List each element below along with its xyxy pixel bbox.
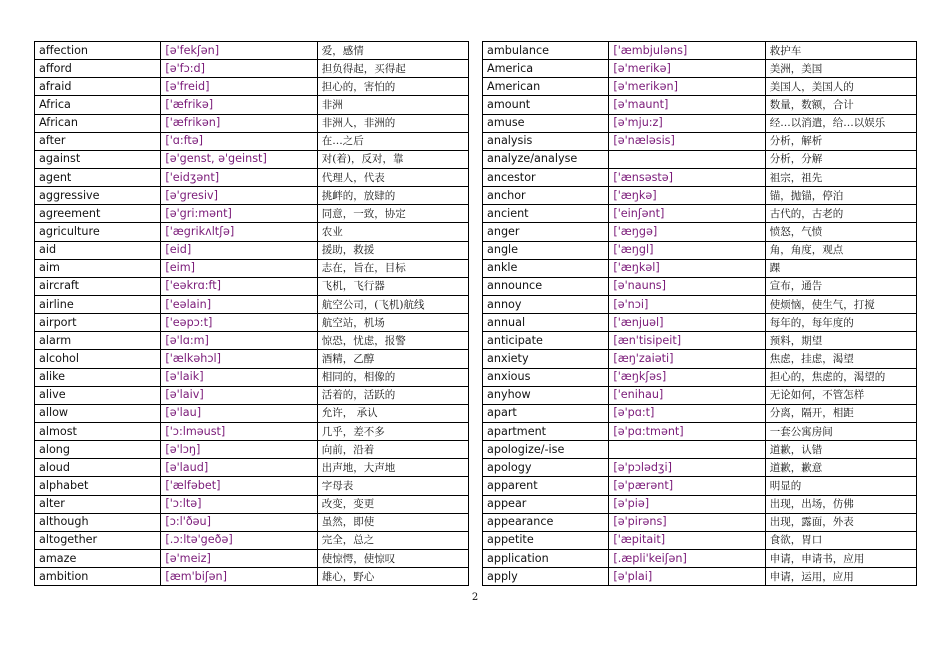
chinese-meaning: 分离，隔开，相距 xyxy=(765,404,916,422)
vocab-word: appetite xyxy=(483,531,609,549)
phonetic-transcription: [ə'pɔlədʒi] xyxy=(609,459,765,477)
vocab-word: ankle xyxy=(483,259,609,277)
chinese-meaning: 对(着)，反对，靠 xyxy=(317,150,468,168)
chinese-meaning: 出声地，大声地 xyxy=(317,459,468,477)
vocab-word: annual xyxy=(483,314,609,332)
vocab-word: anyhow xyxy=(483,386,609,404)
vocab-word: apart xyxy=(483,404,609,422)
vocab-word: anchor xyxy=(483,187,609,205)
phonetic-transcription: [ə'laud] xyxy=(161,459,317,477)
phonetic-transcription: [æŋ'zaiəti] xyxy=(609,350,765,368)
vocab-word: alive xyxy=(35,386,161,404)
table-row xyxy=(35,241,469,259)
chinese-meaning: 字母表 xyxy=(317,477,468,495)
vocab-word: amaze xyxy=(35,549,161,567)
chinese-meaning: 代理人，代表 xyxy=(317,168,468,186)
table-row xyxy=(483,241,917,259)
vocab-word: American xyxy=(483,78,609,96)
phonetic-transcription: ['ɑ:ftə] xyxy=(161,132,317,150)
vocab-word: alarm xyxy=(35,332,161,350)
vocab-word: ambulance xyxy=(483,42,609,60)
phonetic-transcription: ['ænjuəl] xyxy=(609,314,765,332)
chinese-meaning: 挑衅的，放肆的 xyxy=(317,187,468,205)
chinese-meaning: 飞机，飞行器 xyxy=(317,277,468,295)
vocab-word: amount xyxy=(483,96,609,114)
table-row xyxy=(483,42,917,60)
phonetic-transcription: [eid] xyxy=(161,241,317,259)
chinese-meaning: 宣布，通告 xyxy=(765,277,916,295)
table-row xyxy=(35,60,469,78)
chinese-meaning: 担心的，害怕的 xyxy=(317,78,468,96)
table-row xyxy=(35,168,469,186)
chinese-meaning: 同意，一致，协定 xyxy=(317,205,468,223)
vocab-word: African xyxy=(35,114,161,132)
table-row xyxy=(483,78,917,96)
phonetic-transcription: ['eidʒənt] xyxy=(161,168,317,186)
chinese-meaning: 志在，旨在，目标 xyxy=(317,259,468,277)
vocab-word: appear xyxy=(483,495,609,513)
vocab-word: alter xyxy=(35,495,161,513)
chinese-meaning: 完全，总之 xyxy=(317,531,468,549)
table-row xyxy=(483,150,917,168)
table-row xyxy=(35,459,469,477)
chinese-meaning: 向前，沿着 xyxy=(317,441,468,459)
table-row xyxy=(483,96,917,114)
table-row xyxy=(35,404,469,422)
phonetic-transcription: [.æpli'keiʃən] xyxy=(609,549,765,567)
table-row xyxy=(483,513,917,531)
chinese-meaning: 数量，数额，合计 xyxy=(765,96,916,114)
phonetic-transcription: ['ænsəstə] xyxy=(609,168,765,186)
table-row xyxy=(483,205,917,223)
phonetic-transcription: ['æŋgə] xyxy=(609,223,765,241)
phonetic-transcription: ['æfrikən] xyxy=(161,114,317,132)
vocab-word: analysis xyxy=(483,132,609,150)
vocab-word: almost xyxy=(35,422,161,440)
phonetic-transcription: [ə'merikə] xyxy=(609,60,765,78)
phonetic-transcription: ['ælfəbet] xyxy=(161,477,317,495)
table-row xyxy=(35,495,469,513)
phonetic-transcription: [ə'piə] xyxy=(609,495,765,513)
chinese-meaning: 无论如何，不管怎样 xyxy=(765,386,916,404)
vocab-word: aircraft xyxy=(35,277,161,295)
table-row xyxy=(483,168,917,186)
phonetic-transcription: ['æŋgl] xyxy=(609,241,765,259)
phonetic-transcription: ['eəlain] xyxy=(161,295,317,313)
chinese-meaning: 分析，分解 xyxy=(765,150,916,168)
phonetic-transcription: ['einʃənt] xyxy=(609,205,765,223)
vocab-word: airport xyxy=(35,314,161,332)
chinese-meaning: 美洲，美国 xyxy=(765,60,916,78)
table-row xyxy=(35,96,469,114)
phonetic-transcription: ['æŋkəl] xyxy=(609,259,765,277)
table-row xyxy=(35,531,469,549)
chinese-meaning: 改变，变更 xyxy=(317,495,468,513)
chinese-meaning: 经…以消遣，给…以娱乐 xyxy=(765,114,916,132)
chinese-meaning: 出现，露面，外表 xyxy=(765,513,916,531)
table-row xyxy=(483,422,917,440)
chinese-meaning: 几乎，差不多 xyxy=(317,422,468,440)
table-row xyxy=(35,295,469,313)
chinese-meaning: 古代的，古老的 xyxy=(765,205,916,223)
table-row xyxy=(35,205,469,223)
phonetic-transcription: ['æŋkə] xyxy=(609,187,765,205)
vocab-word: altogether xyxy=(35,531,161,549)
vocab-word: alike xyxy=(35,368,161,386)
phonetic-transcription: ['ælkəhɔl] xyxy=(161,350,317,368)
chinese-meaning: 申请，运用，应用 xyxy=(765,568,916,586)
table-row xyxy=(35,568,469,586)
table-row xyxy=(35,150,469,168)
chinese-meaning: 申请，申请书，应用 xyxy=(765,549,916,567)
table-row xyxy=(483,132,917,150)
chinese-meaning: 每年的，每年度的 xyxy=(765,314,916,332)
chinese-meaning: 锚，抛锚，停泊 xyxy=(765,187,916,205)
phonetic-transcription: [ə'merikən] xyxy=(609,78,765,96)
chinese-meaning: 相同的，相像的 xyxy=(317,368,468,386)
phonetic-transcription: [ə'fɔ:d] xyxy=(161,60,317,78)
chinese-meaning: 援助，救援 xyxy=(317,241,468,259)
table-row xyxy=(483,277,917,295)
phonetic-transcription: [ə'pirəns] xyxy=(609,513,765,531)
vocab-word: after xyxy=(35,132,161,150)
phonetic-transcription: [ə'lɔŋ] xyxy=(161,441,317,459)
chinese-meaning: 担心的，焦虑的，渴望的 xyxy=(765,368,916,386)
vocab-word: aid xyxy=(35,241,161,259)
vocab-word: ambition xyxy=(35,568,161,586)
vocab-word: allow xyxy=(35,404,161,422)
table-row xyxy=(483,459,917,477)
phonetic-transcription: [ɔ:l'ðəu] xyxy=(161,513,317,531)
vocab-word: aim xyxy=(35,259,161,277)
vocab-word: although xyxy=(35,513,161,531)
table-row xyxy=(35,259,469,277)
phonetic-transcription: [ə'maunt] xyxy=(609,96,765,114)
phonetic-transcription: ['ɔ:ltə] xyxy=(161,495,317,513)
vocab-word: agreement xyxy=(35,205,161,223)
vocab-word: against xyxy=(35,150,161,168)
chinese-meaning: 出现，出场，仿佛 xyxy=(765,495,916,513)
chinese-meaning: 祖宗，祖先 xyxy=(765,168,916,186)
phonetic-transcription: [ə'genst, ə'geinst] xyxy=(161,150,317,168)
chinese-meaning: 美国人，美国人的 xyxy=(765,78,916,96)
chinese-meaning: 使烦恼，使生气，打搅 xyxy=(765,295,916,313)
table-row xyxy=(35,114,469,132)
phonetic-transcription: [ə'gresiv] xyxy=(161,187,317,205)
chinese-meaning: 惊恐，忧虑，报警 xyxy=(317,332,468,350)
phonetic-transcription: [ə'gri:mənt] xyxy=(161,205,317,223)
table-row xyxy=(35,513,469,531)
table-row xyxy=(483,477,917,495)
chinese-meaning: 明显的 xyxy=(765,477,916,495)
phonetic-transcription: [.ɔ:ltə'geðə] xyxy=(161,531,317,549)
phonetic-transcription: [ə'laiv] xyxy=(161,386,317,404)
chinese-meaning: 允许， 承认 xyxy=(317,404,468,422)
vocab-word: apologize/-ise xyxy=(483,441,609,459)
phonetic-transcription: ['æŋkʃəs] xyxy=(609,368,765,386)
vocab-word: annoy xyxy=(483,295,609,313)
phonetic-transcription: [ə'pɑ:t] xyxy=(609,404,765,422)
chinese-meaning: 航空站，机场 xyxy=(317,314,468,332)
chinese-meaning: 爱，感情 xyxy=(317,42,468,60)
table-row xyxy=(483,441,917,459)
vocab-word: amuse xyxy=(483,114,609,132)
table-row xyxy=(483,314,917,332)
phonetic-transcription: [ə'nauns] xyxy=(609,277,765,295)
phonetic-transcription: ['ægrikʌltʃə] xyxy=(161,223,317,241)
table-row xyxy=(35,477,469,495)
vocab-word: afraid xyxy=(35,78,161,96)
vocab-word: angle xyxy=(483,241,609,259)
table-row xyxy=(483,568,917,586)
chinese-meaning: 食欲，胃口 xyxy=(765,531,916,549)
chinese-meaning: 焦虑，挂虑，渴望 xyxy=(765,350,916,368)
table-row xyxy=(35,277,469,295)
phonetic-transcription xyxy=(609,150,765,168)
phonetic-transcription: [ə'meiz] xyxy=(161,549,317,567)
phonetic-transcription: [ə'freid] xyxy=(161,78,317,96)
vocab-word: aloud xyxy=(35,459,161,477)
table-row xyxy=(483,60,917,78)
table-row xyxy=(35,223,469,241)
vocab-word: apartment xyxy=(483,422,609,440)
chinese-meaning: 使惊愕，使惊叹 xyxy=(317,549,468,567)
chinese-meaning: 虽然，即使 xyxy=(317,513,468,531)
chinese-meaning: 道歉，歉意 xyxy=(765,459,916,477)
vocab-table-left xyxy=(34,41,469,586)
page-number: 2 xyxy=(471,592,479,603)
vocab-word: ancestor xyxy=(483,168,609,186)
vocab-word: along xyxy=(35,441,161,459)
vocab-word: aggressive xyxy=(35,187,161,205)
vocab-word: announce xyxy=(483,277,609,295)
chinese-meaning: 道歉，认错 xyxy=(765,441,916,459)
table-row xyxy=(483,386,917,404)
chinese-meaning: 愤怒，气愤 xyxy=(765,223,916,241)
vocab-word: anxious xyxy=(483,368,609,386)
table-row xyxy=(35,78,469,96)
phonetic-transcription: ['æmbjuləns] xyxy=(609,42,765,60)
table-row xyxy=(35,132,469,150)
table-row xyxy=(35,422,469,440)
phonetic-transcription: [ə'laik] xyxy=(161,368,317,386)
chinese-meaning: 踝 xyxy=(765,259,916,277)
vocab-word: apply xyxy=(483,568,609,586)
table-row xyxy=(483,549,917,567)
chinese-meaning: 酒精，乙醇 xyxy=(317,350,468,368)
phonetic-transcription: [ə'nɔi] xyxy=(609,295,765,313)
phonetic-transcription: ['eəpɔ:t] xyxy=(161,314,317,332)
phonetic-transcription: [æm'biʃən] xyxy=(161,568,317,586)
table-row xyxy=(483,259,917,277)
table-row xyxy=(35,42,469,60)
chinese-meaning: 预料，期望 xyxy=(765,332,916,350)
chinese-meaning: 一套公寓房间 xyxy=(765,422,916,440)
phonetic-transcription: ['æfrikə] xyxy=(161,96,317,114)
table-row xyxy=(35,441,469,459)
vocab-word: application xyxy=(483,549,609,567)
phonetic-transcription: ['æpitait] xyxy=(609,531,765,549)
vocab-word: apparent xyxy=(483,477,609,495)
table-row xyxy=(483,404,917,422)
table-row xyxy=(483,495,917,513)
chinese-meaning: 分析，解析 xyxy=(765,132,916,150)
table-row xyxy=(35,549,469,567)
table-row xyxy=(483,187,917,205)
vocab-word: agent xyxy=(35,168,161,186)
vocab-word: alphabet xyxy=(35,477,161,495)
chinese-meaning: 担负得起，买得起 xyxy=(317,60,468,78)
table-row xyxy=(483,114,917,132)
table-row xyxy=(35,386,469,404)
phonetic-transcription: [eim] xyxy=(161,259,317,277)
vocab-word: anger xyxy=(483,223,609,241)
vocab-word: anticipate xyxy=(483,332,609,350)
vocab-word: apology xyxy=(483,459,609,477)
vocab-table-right xyxy=(482,41,917,586)
chinese-meaning: 在…之后 xyxy=(317,132,468,150)
chinese-meaning: 非洲人，非洲的 xyxy=(317,114,468,132)
vocab-word: anxiety xyxy=(483,350,609,368)
phonetic-transcription: [ə'pærənt] xyxy=(609,477,765,495)
phonetic-transcription: ['enihau] xyxy=(609,386,765,404)
table-row xyxy=(35,368,469,386)
vocab-word: airline xyxy=(35,295,161,313)
table-row xyxy=(35,350,469,368)
phonetic-transcription: ['eəkrɑ:ft] xyxy=(161,277,317,295)
chinese-meaning: 救护车 xyxy=(765,42,916,60)
vocab-word: Africa xyxy=(35,96,161,114)
phonetic-transcription: [ə'plai] xyxy=(609,568,765,586)
vocab-word: ancient xyxy=(483,205,609,223)
table-row xyxy=(483,531,917,549)
table-row xyxy=(483,368,917,386)
vocab-word: agriculture xyxy=(35,223,161,241)
chinese-meaning: 航空公司，(飞机)航线 xyxy=(317,295,468,313)
phonetic-transcription: [ə'fekʃən] xyxy=(161,42,317,60)
vocab-word: alcohol xyxy=(35,350,161,368)
phonetic-transcription: [ə'mju:z] xyxy=(609,114,765,132)
table-row xyxy=(483,332,917,350)
phonetic-transcription xyxy=(609,441,765,459)
chinese-meaning: 角，角度，观点 xyxy=(765,241,916,259)
vocab-word: appearance xyxy=(483,513,609,531)
phonetic-transcription: [ə'lɑ:m] xyxy=(161,332,317,350)
chinese-meaning: 非洲 xyxy=(317,96,468,114)
phonetic-transcription: [ə'lau] xyxy=(161,404,317,422)
table-row xyxy=(483,223,917,241)
phonetic-transcription: [ə'næləsis] xyxy=(609,132,765,150)
table-row xyxy=(483,295,917,313)
table-row xyxy=(35,314,469,332)
vocab-word: affection xyxy=(35,42,161,60)
vocab-word: afford xyxy=(35,60,161,78)
table-row xyxy=(483,350,917,368)
vocab-word: America xyxy=(483,60,609,78)
phonetic-transcription: [æn'tisipeit] xyxy=(609,332,765,350)
phonetic-transcription: ['ɔ:lməust] xyxy=(161,422,317,440)
phonetic-transcription: [ə'pɑ:tmənt] xyxy=(609,422,765,440)
table-row xyxy=(35,187,469,205)
chinese-meaning: 活着的，活跃的 xyxy=(317,386,468,404)
chinese-meaning: 农业 xyxy=(317,223,468,241)
table-row xyxy=(35,332,469,350)
vocab-word: analyze/analyse xyxy=(483,150,609,168)
chinese-meaning: 雄心，野心 xyxy=(317,568,468,586)
